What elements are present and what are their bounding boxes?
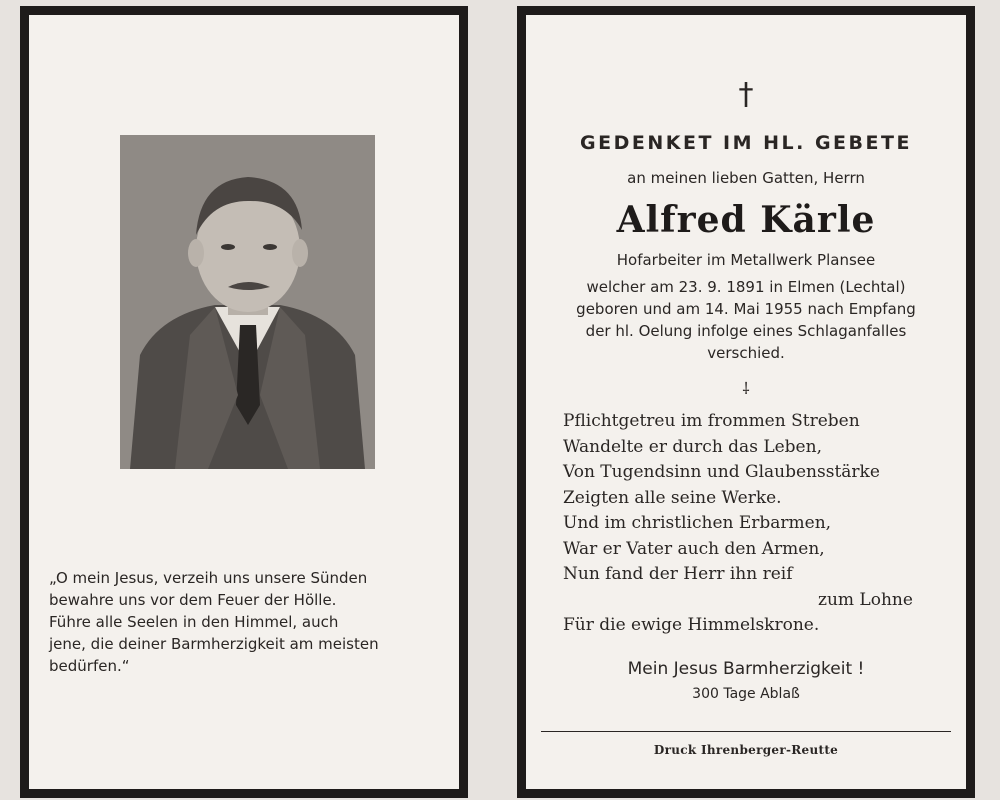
portrait-photo <box>120 135 375 469</box>
poem-line: Zeigten alle seine Werke. <box>563 487 782 508</box>
printer-imprint: Druck Ihrenberger-Reutte <box>653 743 839 757</box>
poem-line: Nun fand der Herr ihn reif <box>563 564 793 584</box>
bio-line: geboren und am 14. Mai 1955 nach Empfang <box>576 300 916 318</box>
poem-line: Für die ewige Himmelskrone. <box>563 615 820 635</box>
poem-line: War er Vater auch den Armen, <box>563 538 825 559</box>
poem <box>563 409 963 639</box>
occupation-line: Hofarbeiter im Metallwerk Plansee <box>616 251 876 269</box>
bio-line: welcher am 23. 9. 1891 in Elmen (Lechtal) <box>586 278 906 296</box>
poem-line: Pflichtgetreu im frommen Streben <box>563 411 860 431</box>
poem-line: Von Tugendsinn und Glaubensstärke <box>563 462 880 482</box>
prayer-line: bedürfen.“ <box>49 657 130 675</box>
poem-line: Und im christlichen Erbarmen, <box>563 513 832 533</box>
divider <box>541 731 951 732</box>
deceased-name: Alfred Kärle <box>616 199 876 241</box>
prayer-line: bewahre uns vor dem Feuer der Hölle. <box>49 591 337 609</box>
bio-line: der hl. Oelung infolge eines Schlaganfalles <box>585 322 907 340</box>
prayer-line: jene, die deiner Barmherzigkeit am meisten <box>49 635 379 653</box>
motto: Mein Jesus Barmherzigkeit ! <box>627 659 865 679</box>
poem-line: Wandelte er durch das Leben, <box>563 436 822 457</box>
prayer-line: „O mein Jesus, verzeih uns unsere Sünden <box>49 569 368 587</box>
prayer-text <box>49 567 444 677</box>
dedication-line: an meinen lieben Gatten, Herrn <box>627 169 865 187</box>
indulgence-note: 300 Tage Ablaß <box>692 686 800 702</box>
bio-line: verschied. <box>707 344 785 362</box>
cross-icon: † <box>738 77 754 112</box>
poem-line: zum Lohne <box>818 589 913 610</box>
right-card <box>517 6 975 798</box>
portrait-image <box>120 135 375 469</box>
ornament-icon: ⸸ <box>742 379 750 398</box>
memorial-heading: GEDENKET IM HL. GEBETE <box>580 132 912 154</box>
left-card <box>20 6 468 798</box>
biography-text <box>536 276 956 364</box>
prayer-line: Führe alle Seelen in den Himmel, auch <box>49 613 339 631</box>
